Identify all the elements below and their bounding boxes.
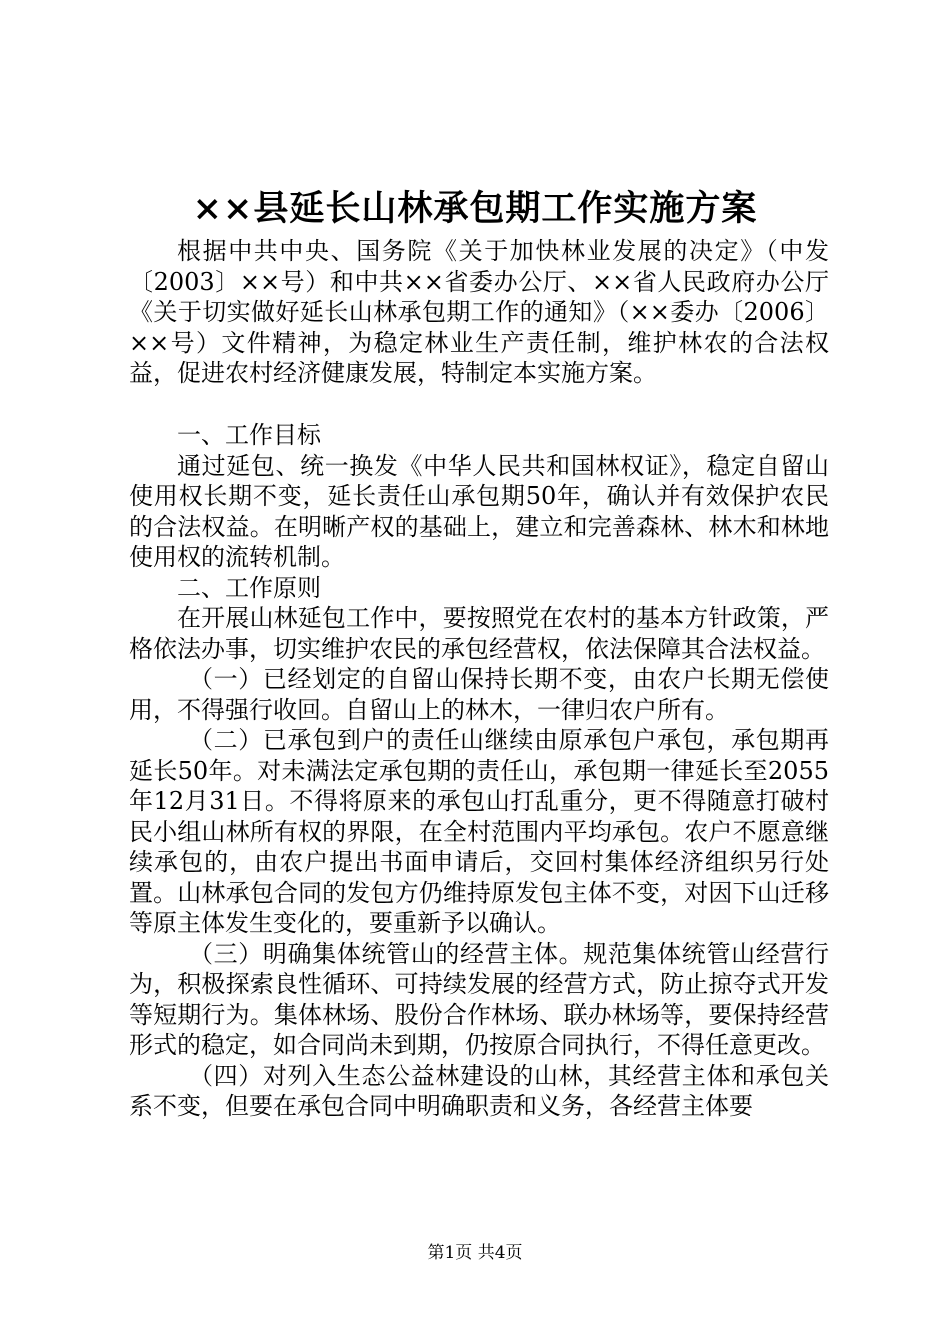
list-item-1: （一）已经划定的自留山保持长期不变，由农户长期无偿使用，不得强行收回。自留山上的林木，一律归农户所有。 [129,665,829,724]
section-heading-principles: 二、工作原则 [177,573,321,602]
list-item-4: （四）对列入生态公益林建设的山林，其经营主体和承包关系不变，但要在承包合同中明确职责和义务，各经营主体要 [129,1061,829,1120]
list-item-3: （三）明确集体统管山的经营主体。规范集体统管山经营行为，积极探索良性循环、可持续发展的经营方式，防止掠夺式开发等短期行为。集体林场、股份合作林场、联办林场等，要保持经营形式的稳定，如合同尚未到期，仍按原合同执行，不得任意更改。 [129,939,829,1059]
section-body-goals: 通过延包、统一换发《中华人民共和国林权证》，稳定自留山使用权长期不变，延长责任山承包期50年，确认并有效保护农民的合法权益。在明晰产权的基础上，建立和完善森林、林木和林地使用权的流转机制。 [129,451,829,571]
body-text-block [129,420,829,1122]
intro-paragraph-block [129,236,829,389]
list-item-2: （二）已承包到户的责任山继续由原承包户承包，承包期再延长50年。对未满法定承包期的责任山，承包期一律延长至2055年12月31日。不得将原来的承包山打乱重分，更不得随意打破村民小组山林所有权的界限，在全村范围内平均承包。农户不愿意继续承包的，由农户提出书面申请后，交回村集体经济组织另行处置。山林承包合同的发包方仍维持原发包主体不变，对因下山迁移等原主体发生变化的，要重新予以确认。 [129,726,829,937]
section-heading-goals: 一、工作目标 [177,421,321,449]
document-title: ××县延长山林承包期工作实施方案 [192,188,758,229]
section-body-principles: 在开展山林延包工作中，要按照党在农村的基本方针政策，严格依法办事，切实维护农民的承包经营权，依法保障其合法权益。 [129,604,829,663]
intro-paragraph: 根据中共中央、国务院《关于加快林业发展的决定》（中发〔2003〕××号）和中共××省委办公厅、××省人民政府办公厅《关于切实做好延长山林承包期工作的通知》（××委办〔2006〕××号）文件精神，为稳定林业生产责任制，维护林农的合法权益，促进农村经济健康发展，特制定本实施方案。 [129,237,829,387]
page-footer: 第1页 共4页 [427,1243,523,1263]
